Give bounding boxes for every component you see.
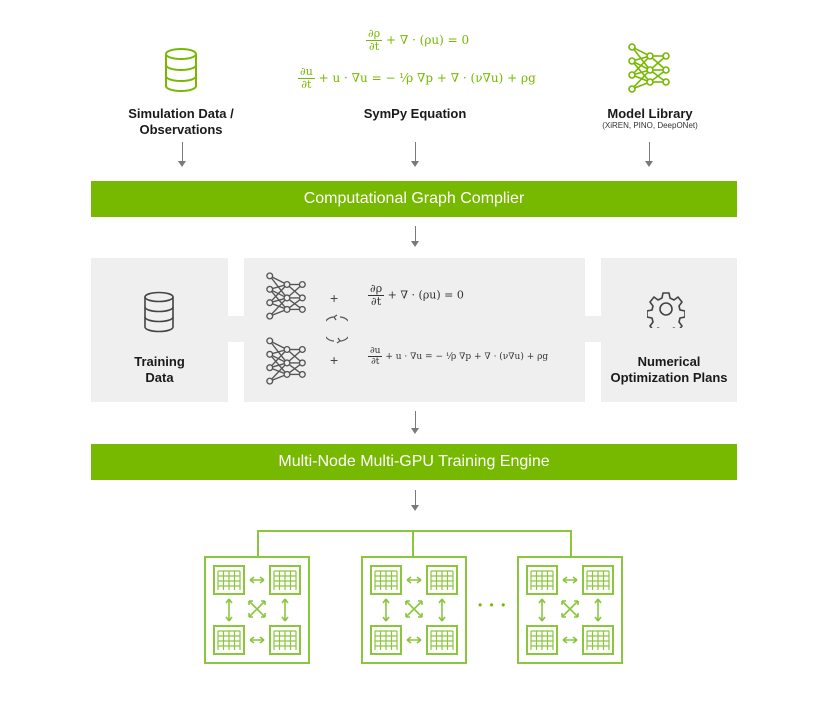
eq1-numerator: ∂ρ xyxy=(368,27,381,40)
eq2-numerator: ∂u xyxy=(300,65,313,78)
neural-network-icon xyxy=(264,270,310,322)
gpu-connector-1 xyxy=(257,530,259,557)
model-library-label: Model Library xyxy=(607,106,693,121)
neural-network-icon xyxy=(264,335,310,387)
arrow-sympy xyxy=(415,142,416,162)
sympy-equation-1 xyxy=(366,28,469,53)
optimization-label-line2: Optimization Plans xyxy=(610,370,728,385)
center-eq2-rest: + u · ∇u = − ¹⁄ρ ∇p + ∇ · (ν∇u) + ρg xyxy=(385,352,549,362)
sympy-equation-label: SymPy Equation xyxy=(363,106,467,121)
center-eq1-rest: + ∇ · (ρu) = 0 xyxy=(387,288,464,302)
gpu-node-1 xyxy=(204,556,310,664)
arrow-head-icon xyxy=(411,161,419,167)
center-eq1-denominator: ∂t xyxy=(371,295,382,308)
simulation-label-line1: Simulation Data / xyxy=(128,106,234,121)
center-eq2-numerator: ∂u xyxy=(370,346,381,356)
center-equation-2 xyxy=(368,346,548,367)
arrow-head-icon xyxy=(411,428,419,434)
gpu-node-3 xyxy=(517,556,623,664)
training-engine-bar: Multi-Node Multi-GPU Training Engine xyxy=(91,444,737,480)
gpu-node-2 xyxy=(361,556,467,664)
ellipsis: • • • xyxy=(478,598,508,612)
arrow-middle xyxy=(415,411,416,429)
optimization-label-line1: Numerical xyxy=(637,354,701,369)
database-icon xyxy=(142,291,176,333)
arrow-simulation xyxy=(182,142,183,162)
arrow-compiler xyxy=(415,226,416,242)
eq1-rest: + ∇ · (ρu) = 0 xyxy=(385,33,470,47)
plus-sign: + xyxy=(330,290,339,306)
cycle-arrows-icon xyxy=(326,314,348,344)
database-icon xyxy=(163,47,199,93)
eq2-denominator: ∂t xyxy=(301,78,312,91)
plus-sign: + xyxy=(330,352,339,368)
arrow-head-icon xyxy=(645,161,653,167)
gpu-connector-2 xyxy=(412,530,414,557)
model-library-sublabel: (XiREN, PINO, DeepONet) xyxy=(602,121,698,130)
gpu-connector-horizontal xyxy=(257,530,571,532)
gear-icon xyxy=(647,290,685,328)
arrow-head-icon xyxy=(411,241,419,247)
compiler-bar: Computational Graph Complier xyxy=(91,181,737,217)
gpu-connector-3 xyxy=(570,530,572,557)
simulation-data-label xyxy=(106,106,256,138)
optimization-label xyxy=(601,354,737,386)
center-equation-1 xyxy=(368,283,464,308)
training-data-label xyxy=(91,354,228,386)
sympy-equation-2 xyxy=(298,66,536,91)
connector-left xyxy=(228,316,244,342)
simulation-label-line2: Observations xyxy=(139,122,223,137)
arrow-engine xyxy=(415,490,416,506)
arrow-model-library xyxy=(649,142,650,162)
center-eq1-numerator: ∂ρ xyxy=(370,282,383,295)
arrow-head-icon xyxy=(411,505,419,511)
training-label-line1: Training xyxy=(134,354,185,369)
connector-right xyxy=(585,316,601,342)
training-label-line2: Data xyxy=(145,370,174,385)
eq1-denominator: ∂t xyxy=(369,40,380,53)
center-eq2-denominator: ∂t xyxy=(371,357,380,367)
eq2-rest: + u · ∇u = − ¹⁄ρ ∇p + ∇ · (ν∇u) + ρg xyxy=(318,71,536,85)
arrow-head-icon xyxy=(178,161,186,167)
neural-network-icon xyxy=(626,42,674,94)
